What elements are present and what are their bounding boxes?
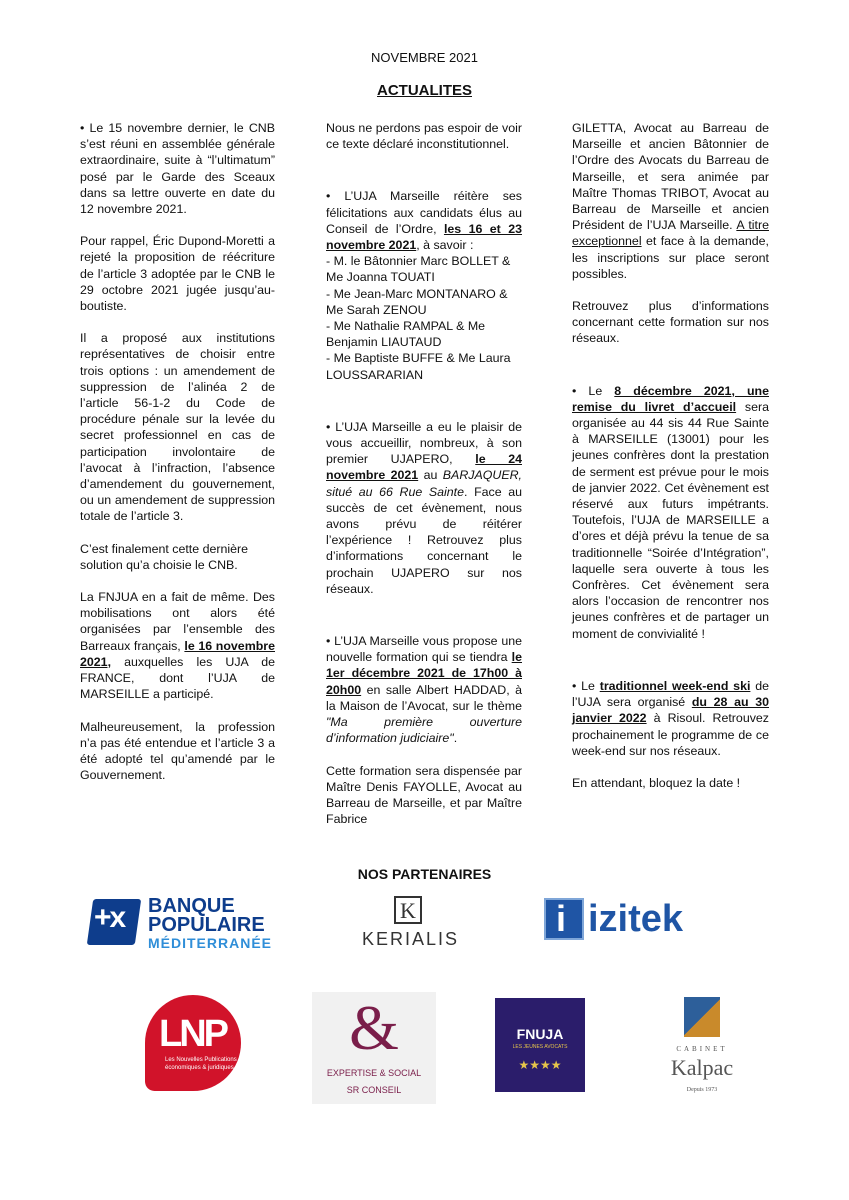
izitek-mark-text: i [556, 898, 567, 939]
speakers-text-a: GILETTA, Avocat au Barreau de Marseille et ancien Bâtonnier de l’Ordre des Avocats du Barreau de Marseille, et sera animée par Maître Thomas TRIBOT, Avocat au Barreau de Marseille et ancien Président de l’UJA Marseille. [572, 121, 769, 233]
lnp-mark: LNP [159, 1013, 226, 1055]
news-column-2 [326, 120, 522, 843]
formation-date: le 1er décembre 2021 de 17h00 à 20h00 [326, 650, 522, 697]
speakers-paragraph: Cette formation sera dispensée par Maître Denis FAYOLLE, Avocat au Barreau de Marseille, et par Maître Fabrice [326, 763, 522, 827]
save-date-paragraph: En attendant, bloquez la date ! [572, 775, 741, 790]
fnuja-sub: LES JEUNES AVOCATS [512, 1044, 568, 1050]
speakers-continued-paragraph [572, 120, 769, 282]
kalpac-logo [660, 997, 744, 1101]
news-column-3 [572, 120, 769, 807]
election-text-b: , à savoir : [416, 238, 474, 253]
conclusion-paragraph: Malheureusement, la profession n’a pas été entendue et l’article 3 a été adopté tel qu’amendé par le Gouvernement. [80, 719, 275, 783]
reminder-paragraph: Pour rappel, Éric Dupond-Moretti a rejeté la proposition de réécriture de l’article 3 adoptée par le CNB le 29 octobre 2021 jugée jusqu’au-boutiste. [80, 234, 275, 314]
ujapero-venue: BARJAQUER, situé au 66 Rue Sainte [326, 468, 522, 499]
options-paragraph: Il a proposé aux institutions représentatives de choisir entre trois options : un amendement de suppression de l’alinéa 2 de l’article 56-1-2 du Code de procédure pénale sur la levée du secret professionnel en cas de participation involontaire de l’avocat à l’infraction, l’absence d’amendement du gouvernement, ou un amendement de suppression totale de l’article 3. [80, 331, 275, 524]
welcome-paragraph [572, 383, 769, 642]
ski-text-b: de l’UJA sera organisé [572, 678, 769, 710]
fnuja-text-a: La FNJUA en a fait de même. Des mobilisations ont alors été organisées par l’ensemble des Barreaux français, [80, 590, 275, 653]
elected-item: - Me Jean-Marc MONTANARO & Me Sarah ZENOU [326, 286, 508, 317]
hope-paragraph: Nous ne perdons pas espoir de voir ce texte déclaré inconstitutionnel. [326, 121, 522, 152]
election-text-a: • L’UJA Marseille réitère ses félicitations aux candidats élus au Conseil de l’Ordre, [326, 189, 522, 235]
esc-line2: SR CONSEIL [346, 1085, 402, 1095]
ujapero-text-b: au [423, 468, 438, 483]
ski-text-a: • Le [572, 679, 595, 693]
elected-item: - Me Nathalie RAMPAL & Me Benjamin LIAUTAUD [326, 319, 486, 350]
izitek-logo [544, 898, 694, 942]
kalpac-since: Depuis 1973 [686, 1087, 718, 1093]
kerialis-mark-icon: K [394, 896, 422, 924]
lnp-logo [145, 995, 245, 1105]
izitek-name: izitek [588, 898, 684, 940]
election-date: les 16 et 23 novembre 2021 [326, 221, 522, 253]
banque-populaire-logo [90, 893, 300, 953]
fnuja-paragraph [80, 589, 275, 702]
ujapero-date: le 24 novembre 2021 [326, 452, 522, 483]
elected-list [326, 253, 522, 383]
welcome-text-b: sera organisée au 44 sis 44 Rue Sainte à MARSEILLE (13001) pour les jeunes confrères dont la prestation de serment est prévue pour le mois de janvier 2022. Cet évènement est réservé aux futurs impétrants. Toutefois, l’UJA de MARSEILLE a d’ores et déjà prévu la tenue de sa traditionnelle “Soirée d’Intégration”, laquelle sera ouverte à tous les Confrères. Cet évènement sera alors l’occasion de rencontrer nos jeunes confrères et de partager un moment de convivialité ! [572, 399, 769, 641]
bp-line2: POPULAIRE [148, 914, 265, 936]
kerialis-name: KERIALIS [362, 929, 460, 949]
kalpac-mark-icon [684, 997, 720, 1037]
esc-line1: EXPERTISE & SOCIAL [326, 1068, 422, 1078]
fnuja-text-b: auxquelles les UJA de FRANCE, dont l’UJA de MARSEILLE a participé. [80, 654, 275, 702]
lnp-sub2: économiques & juridiques [165, 1065, 234, 1071]
formation-text-a: • L’UJA Marseille vous propose une nouvelle formation qui se tiendra [326, 634, 522, 664]
fnuja-stars-icon: ★★★★ [518, 1058, 562, 1072]
solution-paragraph: C’est finalement cette dernière solution qu’a choisie le CNB. [80, 541, 249, 572]
ski-text-c: à Risoul. Retrouvez prochainement le programme de ce week-end sur nos réseaux. [572, 711, 769, 758]
bp-mark-text: +x [94, 901, 125, 934]
fnuja-name: FNUJA [516, 1026, 564, 1042]
ujapero-text-c: . Face au succès de cet évènement, nous avons prévu de réitérer l’expérience ! Retrouvez plus d’informations concernant le prochain UJAPERO sur nos réseaux. [326, 484, 523, 596]
election-paragraph [326, 188, 522, 253]
ski-paragraph [572, 678, 769, 759]
elected-item: - M. le Bâtonnier Marc BOLLET & Me Joanna TOUATI [326, 254, 511, 285]
news-column-1 [80, 120, 275, 799]
esc-mark: & [349, 992, 399, 1063]
formation-theme: "Ma première ouverture d’information judiciaire" [326, 715, 522, 746]
speakers-text-b: et face à la demande, les inscriptions sur place seront possibles. [572, 234, 769, 281]
formation-text-b: en salle Albert HADDAD, à la Maison de l’Avocat, sur le thème [326, 682, 522, 713]
ujapero-text-a: • L’UJA Marseille a eu le plaisir de vous accueillir, nombreux, à son premier UJAPERO, [326, 420, 522, 466]
welcome-text-a: • Le [572, 384, 602, 398]
bp-line1: BANQUE [148, 895, 235, 917]
bp-line3: MÉDITERRANÉE [148, 935, 273, 951]
lnp-sub1: Les Nouvelles Publications [165, 1057, 237, 1063]
formation-paragraph [326, 633, 522, 746]
page-title: ACTUALITES [377, 82, 472, 99]
formation-info-paragraph: Retrouvez plus d’informations concernant cette formation sur nos réseaux. [572, 299, 769, 346]
kerialis-logo [362, 893, 458, 953]
elected-item: - Me Baptiste BUFFE & Me Laura LOUSSARARIAN [326, 351, 511, 382]
welcome-date: 8 décembre 2021, une remise du livret d’accueil [572, 383, 769, 414]
ski-event: traditionnel week-end ski [599, 678, 751, 693]
partners-heading: NOS PARTENAIRES [357, 866, 492, 882]
ujapero-paragraph [326, 419, 522, 597]
formation-text-c: . [453, 731, 458, 746]
exceptional-note: A titre exceptionnel [572, 218, 769, 249]
cnb-paragraph: • Le 15 novembre dernier, le CNB s’est réuni en assemblée générale extraordinaire, suite à “l’ultimatum” posé par le Garde des Sceaux dans sa lettre ouverte en date du 12 novembre 2021. [80, 120, 275, 217]
fnuja-logo [495, 998, 585, 1092]
issue-month: NOVEMBRE 2021 [371, 50, 478, 65]
expertise-social-logo [312, 992, 436, 1104]
kalpac-line1: CABINET [676, 1045, 728, 1053]
kalpac-name: Kalpac [670, 1055, 734, 1080]
mobilisation-date: le 16 novembre 2021, [80, 638, 275, 669]
ski-date: du 28 au 30 janvier 2022 [572, 695, 769, 726]
